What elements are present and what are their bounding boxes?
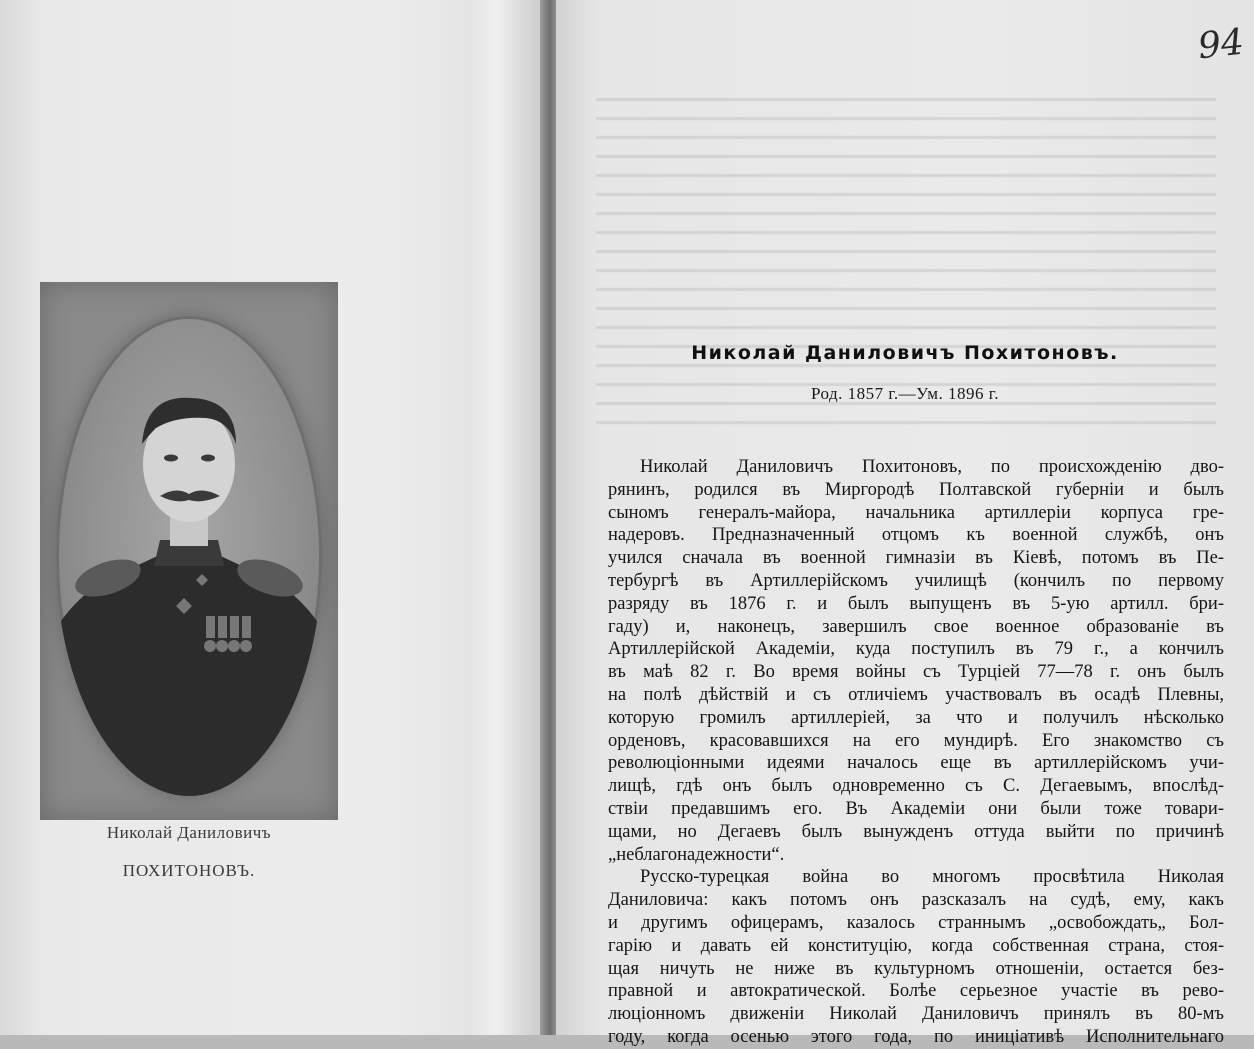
text-line: Даниловича: какъ потомъ онъ разсказалъ на судѣ, ему, какъ bbox=[608, 890, 1224, 911]
text-line: разряду въ 1876 г. и былъ выпущенъ въ 5-ую артилл. бри- bbox=[608, 593, 1224, 614]
portrait-image bbox=[56, 316, 322, 796]
text-line: сыномъ генералъ-майора, начальника артиллеріи корпуса гре- bbox=[608, 502, 1224, 523]
text-line: щами, но Дегаевъ былъ вынужденъ оттуда выйти по причинѣ bbox=[608, 821, 1224, 842]
portrait-caption-surname: ПОХИТОНОВЪ. bbox=[122, 861, 256, 880]
portrait-photo-card bbox=[40, 282, 338, 820]
text-line: революціонными идеями началось еще въ артиллерійскомъ учи- bbox=[608, 753, 1224, 774]
text-line: на полѣ дѣйствій и съ отличіемъ участвовалъ въ осадѣ Плевны, bbox=[608, 684, 1224, 705]
text-line: „неблагонадежности“. bbox=[608, 844, 785, 865]
text-line: ствіи предавшимъ его. Въ Академіи они были тоже товари- bbox=[608, 798, 1224, 819]
text-line: надеровъ. Предназначенный отцомъ къ военной службѣ, онъ bbox=[608, 525, 1224, 546]
text-line: въ маѣ 82 г. Во время войны съ Турціей 77—78 г. онъ былъ bbox=[608, 662, 1224, 683]
portrait-oval-frame bbox=[56, 316, 322, 796]
text-line: щая ничуть не ниже въ культурномъ отношеніи, остается без- bbox=[608, 958, 1224, 979]
text-line: рянинъ, родился въ Миргородѣ Полтавской губерніи и былъ bbox=[608, 479, 1224, 500]
text-line: Артиллерійской Академіи, куда поступилъ въ 79 г., а кончилъ bbox=[608, 639, 1224, 660]
text-line: гарію и давать ей конституцію, когда собственная страна, стоя- bbox=[608, 935, 1224, 956]
text-line: Николай Даниловичъ Похитоновъ, по происхожденію дво- bbox=[640, 457, 1224, 477]
text-line: правной и автократической. Болѣе серьезное участіе въ рево- bbox=[608, 981, 1224, 1002]
text-line: лищѣ, гдѣ онъ былъ одновременно съ С. Дегаевымъ, впослѣд- bbox=[608, 776, 1224, 797]
life-dates: Род. 1857 г.—Ум. 1896 г. bbox=[810, 384, 1000, 403]
text-line: году, когда осенью этого года, по иниціативѣ Исполнительнаго bbox=[608, 1026, 1224, 1047]
article-body bbox=[608, 456, 1224, 1049]
handwritten-page-number: 94 bbox=[1196, 21, 1247, 68]
left-page bbox=[0, 0, 548, 1035]
text-line: гаду) и, наконецъ, завершилъ свое военное образованіе въ bbox=[608, 616, 1224, 637]
text-line: орденовъ, красовавшихся на его мундирѣ. Его знакомство съ bbox=[608, 730, 1224, 751]
text-line: учился сначала въ военной гимназіи въ Кіевѣ, потомъ въ Пе- bbox=[608, 548, 1224, 569]
portrait-caption-name: Николай Даниловичъ bbox=[106, 823, 272, 842]
text-line: тербургѣ въ Артиллерійскомъ училищѣ (кончилъ по первому bbox=[608, 570, 1224, 591]
text-line: и другимъ офицерамъ, казалось страннымъ „освобождать„ Бол- bbox=[608, 912, 1224, 933]
text-line: люціонномъ движеніи Николай Даниловичъ принялъ въ 80-мъ bbox=[608, 1004, 1224, 1025]
text-line: Русско-турецкая война во многомъ просвѣтила Николая bbox=[640, 867, 1224, 888]
right-page bbox=[556, 0, 1254, 1047]
tissue-paper-edge bbox=[470, 0, 532, 1035]
article-heading: Николай Даниловичъ Похитоновъ. bbox=[691, 342, 1119, 364]
text-line: которую громилъ артиллеріей, за что и получилъ нѣсколько bbox=[608, 707, 1224, 728]
